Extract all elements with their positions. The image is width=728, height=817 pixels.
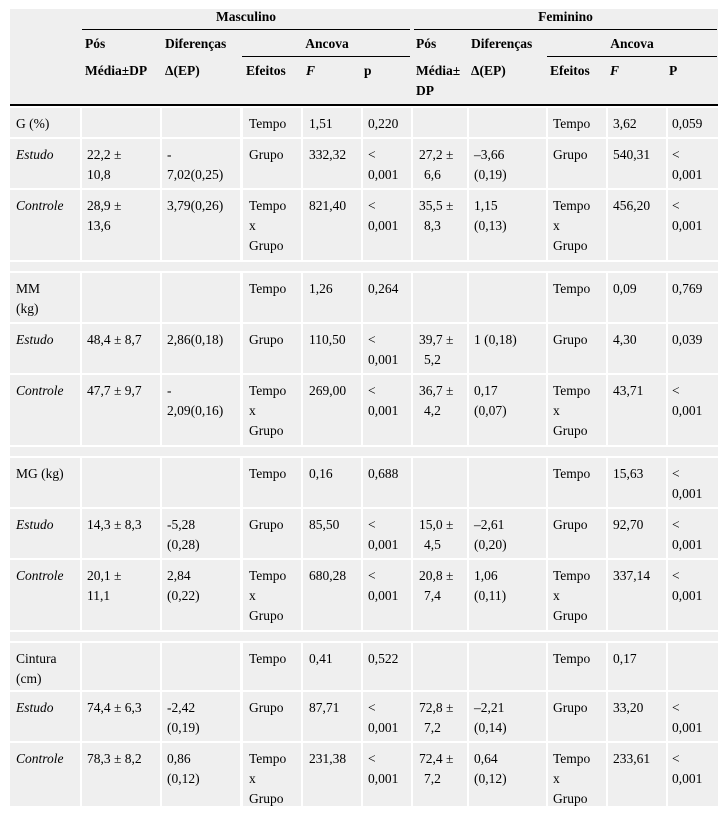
table-cell-text: -: [167, 147, 172, 162]
table-cell-text: Grupo: [553, 791, 588, 806]
table-cell-text: Tempo: [553, 466, 591, 481]
table-cell-text: (0,12): [474, 771, 507, 786]
table-cell-text: <: [672, 466, 680, 481]
table-cell-text: Tempo: [553, 281, 591, 296]
row-label: MM: [16, 281, 41, 296]
table-cell-text: 2,86(0,18): [167, 332, 224, 347]
table-cell-text: 72,8 ±: [419, 700, 454, 715]
table-cell-text: 233,61: [613, 751, 651, 766]
table-cell-text: x: [249, 218, 256, 233]
table-cell-text: <: [368, 383, 376, 398]
table-cell-text: x: [553, 771, 560, 786]
table-cell-text: 0,522: [368, 651, 399, 666]
table-cell-text: 92,70: [613, 517, 644, 532]
table-cell-text: (0,19): [167, 720, 200, 735]
header-f-media-dp-2: DP: [416, 83, 434, 98]
row-label: G (%): [16, 116, 50, 131]
table-cell-text: 3,79(0,26): [167, 198, 224, 213]
table-cell-text: 47,7 ± 9,7: [87, 383, 142, 398]
table-cell-text: <: [368, 751, 376, 766]
table-cell-text: 87,71: [309, 700, 340, 715]
table-cell-text: Grupo: [553, 517, 588, 532]
table-cell-text: 0,001: [368, 537, 399, 552]
table-cell-text: 20,8 ±: [419, 568, 454, 583]
row-label: Controle: [16, 198, 64, 213]
table-cell-text: (0,20): [474, 537, 507, 552]
table-cell-text: (0,11): [474, 588, 507, 603]
table-cell-text: (0,22): [167, 588, 200, 603]
table-cell-text: Tempo: [249, 751, 287, 766]
table-cell-text: <: [672, 700, 680, 715]
table-cell-text: 4,2: [424, 403, 441, 418]
table-cell-text: 22,2 ±: [87, 147, 122, 162]
table-cell-text: <: [368, 332, 376, 347]
table-cell-text: 8,3: [424, 218, 441, 233]
table-cell-text: Grupo: [553, 423, 588, 438]
table-cell-text: x: [249, 403, 256, 418]
rule-under-ancova-f: [547, 56, 717, 57]
table-cell-text: 269,00: [309, 383, 347, 398]
table-cell-text: 48,4 ± 8,7: [87, 332, 142, 347]
rule-under-masculino: [82, 29, 410, 30]
header-f-efeitos: Efeitos: [550, 63, 590, 78]
table-cell-text: -: [167, 383, 172, 398]
table-cell-text: –2,61: [474, 517, 505, 532]
header-feminino: Feminino: [538, 9, 593, 24]
table-cell-bg: [413, 458, 467, 507]
table-cell-text: x: [553, 588, 560, 603]
header-f-diferencas: Diferenças: [471, 36, 533, 51]
table-cell-bg: [413, 643, 467, 690]
table-cell-text: 72,4 ±: [419, 751, 454, 766]
table-cell-text: 0,001: [368, 588, 399, 603]
row-label: (kg): [16, 301, 39, 316]
table-cell-text: 0,001: [672, 167, 703, 182]
table-cell-text: (0,07): [474, 403, 507, 418]
table-cell-text: x: [553, 218, 560, 233]
table-cell-text: 4,5: [424, 537, 441, 552]
table-cell-text: 0,001: [672, 537, 703, 552]
table-cell-text: 2,09(0,16): [167, 403, 224, 418]
table-cell-text: 43,71: [613, 383, 644, 398]
table-cell-bg: [82, 458, 160, 507]
table-cell-text: 6,6: [424, 167, 441, 182]
row-label: Controle: [16, 383, 64, 398]
table-cell-text: Grupo: [249, 791, 284, 806]
table-cell-text: 0,001: [672, 403, 703, 418]
table-cell-text: 1,26: [309, 281, 333, 296]
table-cell-text: Grupo: [249, 332, 284, 347]
table-cell-text: 4,30: [613, 332, 637, 347]
table-cell-text: 0,039: [672, 332, 703, 347]
table-cell-text: Grupo: [553, 147, 588, 162]
table-cell-text: Tempo: [249, 383, 287, 398]
row-label: Estudo: [16, 517, 54, 532]
table-cell-text: <: [672, 383, 680, 398]
table-cell-bg: [82, 643, 160, 690]
table-cell-text: 0,001: [672, 720, 703, 735]
table-cell-bg: [162, 458, 240, 507]
table-cell-text: 15,0 ±: [419, 517, 454, 532]
rule-header-bottom: [10, 104, 718, 106]
table-cell-text: Grupo: [553, 238, 588, 253]
header-f-pos: Pós: [416, 36, 437, 51]
table-cell-text: <: [672, 147, 680, 162]
table-cell-text: 7,2: [424, 720, 441, 735]
table-cell-text: 85,50: [309, 517, 340, 532]
table-cell-bg: [82, 108, 160, 137]
table-cell-bg: [162, 108, 240, 137]
section-separator: [10, 447, 718, 456]
row-label: Estudo: [16, 332, 54, 347]
table-cell-text: <: [368, 700, 376, 715]
table-cell-bg: [162, 273, 240, 322]
section-separator: [10, 632, 718, 641]
table-cell-text: 5,2: [424, 352, 441, 367]
row-label: Estudo: [16, 700, 54, 715]
table-cell-text: 0,001: [368, 352, 399, 367]
table-cell-text: 231,38: [309, 751, 347, 766]
table-cell-text: Tempo: [553, 751, 591, 766]
header-masculino: Masculino: [215, 9, 276, 24]
header-f-media-dp-1: Média±: [416, 63, 461, 78]
table-cell-text: (0,28): [167, 537, 200, 552]
table-cell-text: 456,20: [613, 198, 651, 213]
table-cell-text: Tempo: [249, 116, 287, 131]
table-cell-text: 110,50: [309, 332, 346, 347]
table-cell-text: 0,001: [672, 218, 703, 233]
table-cell-text: <: [672, 198, 680, 213]
table-cell-text: 332,32: [309, 147, 347, 162]
table-cell-text: Tempo: [249, 281, 287, 296]
table-cell-text: Grupo: [553, 700, 588, 715]
table-cell-text: 1,06: [474, 568, 498, 583]
table-cell-bg: [82, 273, 160, 322]
header-f-f: F: [610, 63, 620, 78]
table-cell-text: 33,20: [613, 700, 644, 715]
table-cell-text: Grupo: [249, 423, 284, 438]
table-cell-text: 0,001: [368, 771, 399, 786]
table-cell-text: <: [368, 198, 376, 213]
table-cell-text: 0,16: [309, 466, 333, 481]
table-cell-text: <: [368, 517, 376, 532]
table-cell-text: 0,41: [309, 651, 333, 666]
table-cell-text: 0,17: [613, 651, 637, 666]
table-cell-text: 0,001: [672, 588, 703, 603]
rule-under-ancova-m: [242, 56, 410, 57]
table-cell-bg: [469, 273, 546, 322]
table-cell-text: –3,66: [474, 147, 505, 162]
table-cell-text: 0,059: [672, 116, 703, 131]
table-cell-bg: [413, 108, 467, 137]
table-cell-text: -5,28: [167, 517, 196, 532]
table-cell-text: 35,5 ±: [419, 198, 454, 213]
table-cell-text: Tempo: [249, 198, 287, 213]
section-separator: [10, 262, 718, 271]
table-cell-text: -2,42: [167, 700, 196, 715]
table-cell-text: 337,14: [613, 568, 651, 583]
table-cell-text: (0,13): [474, 218, 507, 233]
row-label: Cintura: [16, 651, 57, 666]
table-cell-text: 74,4 ± 6,3: [87, 700, 142, 715]
row-label: Controle: [16, 751, 64, 766]
table-cell-text: 0,001: [368, 403, 399, 418]
table-cell-text: 14,3 ± 8,3: [87, 517, 142, 532]
table-cell-text: 0,17: [474, 383, 498, 398]
table-cell-text: 0,001: [672, 486, 703, 501]
table-cell-text: 0,86: [167, 751, 191, 766]
table-cell-text: <: [368, 147, 376, 162]
header-f-p: P: [669, 63, 678, 78]
row-label: MG (kg): [16, 466, 64, 481]
header-f-delta-ep: Δ(EP): [471, 63, 506, 78]
table-cell-text: Tempo: [553, 568, 591, 583]
table-cell-bg: [668, 643, 718, 690]
header-m-delta-ep: Δ(EP): [165, 63, 200, 78]
table-cell-text: 0,64: [474, 751, 498, 766]
table-cell-text: <: [672, 568, 680, 583]
header-m-p: p: [364, 63, 372, 78]
table-cell-text: 821,40: [309, 198, 347, 213]
table-cell-bg: [469, 458, 546, 507]
row-label: Controle: [16, 568, 64, 583]
table-cell-text: 1 (0,18): [474, 332, 517, 347]
table-cell-text: x: [249, 771, 256, 786]
table-cell-text: (0,19): [474, 167, 507, 182]
table-cell-text: <: [368, 568, 376, 583]
table-cell-text: 7,2: [424, 771, 441, 786]
table-cell-text: 0,001: [368, 167, 399, 182]
table-cell-text: <: [672, 517, 680, 532]
table-cell-text: –2,21: [474, 700, 505, 715]
table-cell-text: Grupo: [553, 332, 588, 347]
table-cell-text: 0,001: [368, 218, 399, 233]
table-cell-text: 1,51: [309, 116, 333, 131]
table-cell-text: 7,4: [424, 588, 441, 603]
table-cell-text: 28,9 ±: [87, 198, 122, 213]
table-cell-text: 0,688: [368, 466, 399, 481]
table-cell-text: 0,220: [368, 116, 399, 131]
header-m-pos: Pós: [85, 36, 106, 51]
table-cell-text: Grupo: [249, 238, 284, 253]
table-cell-text: Grupo: [249, 700, 284, 715]
table-cell-text: Tempo: [553, 198, 591, 213]
table-cell-text: 39,7 ±: [419, 332, 454, 347]
table-cell-text: 0,769: [672, 281, 703, 296]
table-cell-text: (0,12): [167, 771, 200, 786]
table-cell-text: 11,1: [87, 588, 111, 603]
rule-under-feminino: [414, 29, 717, 30]
table-cell-text: 15,63: [613, 466, 644, 481]
row-label: Estudo: [16, 147, 54, 162]
table-cell-bg: [162, 643, 240, 690]
table-cell-text: Grupo: [249, 517, 284, 532]
header-f-ancova: Ancova: [610, 36, 654, 51]
table-cell-text: Grupo: [553, 608, 588, 623]
table-cell-text: <: [672, 751, 680, 766]
table-cell-text: 27,2 ±: [419, 147, 454, 162]
table-cell-text: 2,84: [167, 568, 191, 583]
header-m-f: F: [306, 63, 316, 78]
table-cell-text: 680,28: [309, 568, 347, 583]
table-cell-bg: [413, 273, 467, 322]
header-m-efeitos: Efeitos: [246, 63, 286, 78]
table-cell-text: 78,3 ± 8,2: [87, 751, 142, 766]
table-cell-text: 13,6: [87, 218, 111, 233]
table-cell-text: Tempo: [249, 466, 287, 481]
table-cell-text: x: [553, 403, 560, 418]
table-cell-text: 0,001: [368, 720, 399, 735]
table-cell-text: Tempo: [553, 383, 591, 398]
table-cell-bg: [469, 643, 546, 690]
header-m-ancova: Ancova: [305, 36, 349, 51]
table-cell-text: (0,14): [474, 720, 507, 735]
table-cell-text: Tempo: [553, 116, 591, 131]
table-cell-text: 36,7 ±: [419, 383, 454, 398]
table-cell-text: Grupo: [249, 147, 284, 162]
table-cell-text: 0,001: [672, 771, 703, 786]
table-cell-text: 10,8: [87, 167, 111, 182]
table-cell-text: Grupo: [249, 608, 284, 623]
row-label: (cm): [16, 671, 42, 686]
table-cell-text: Tempo: [249, 568, 287, 583]
header-m-media-dp: Média±DP: [85, 63, 148, 78]
table-cell-text: 0,09: [613, 281, 637, 296]
table-cell-text: Tempo: [249, 651, 287, 666]
table-cell-text: 540,31: [613, 147, 651, 162]
table-cell-text: Tempo: [553, 651, 591, 666]
table-cell-text: 0,264: [368, 281, 399, 296]
table-cell-bg: [469, 108, 546, 137]
header-m-diferencas: Diferenças: [165, 36, 227, 51]
table-cell-text: 1,15: [474, 198, 498, 213]
table-cell-text: x: [249, 588, 256, 603]
table-cell-text: 3,62: [613, 116, 637, 131]
table-cell-text: 20,1 ±: [87, 568, 122, 583]
table-cell-text: 7,02(0,25): [167, 167, 224, 182]
